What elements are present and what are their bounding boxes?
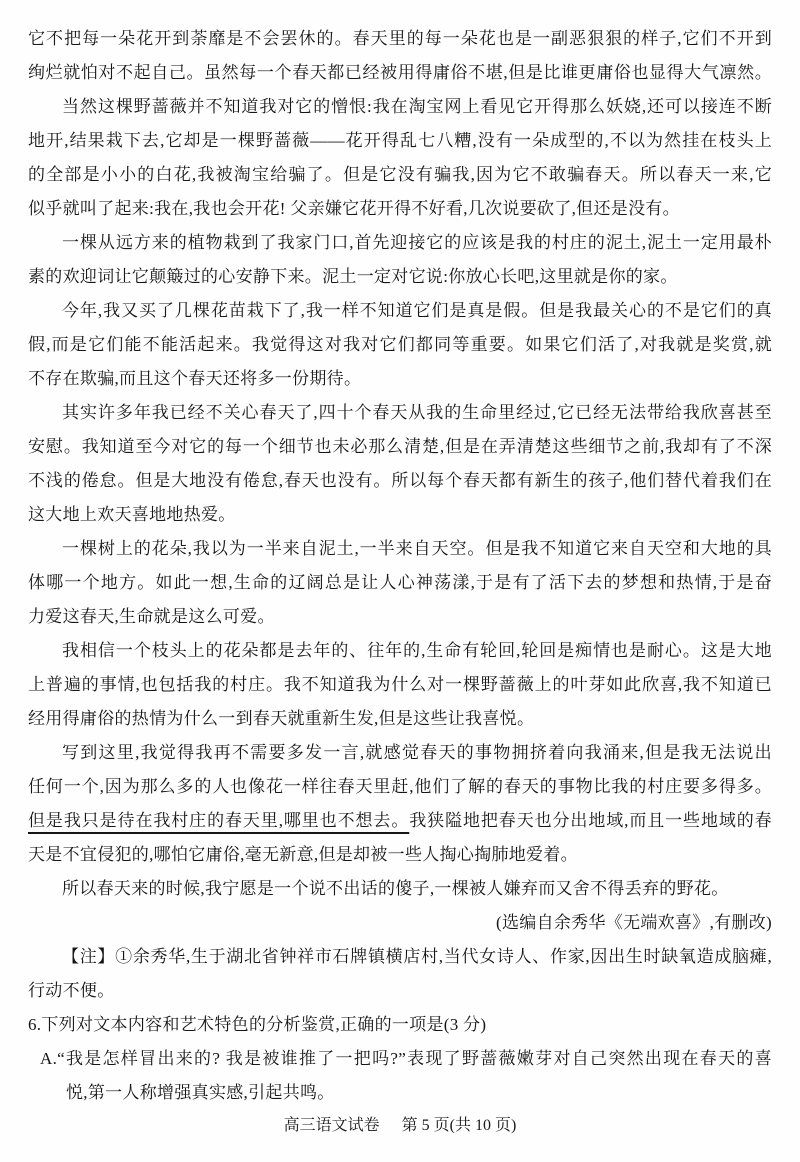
underlined-sentence: 但是我只是待在我村庄的春天里,哪里也不想去。 — [28, 811, 410, 830]
essay-line: 安慰。我知道至今对它的每一个细节也未必那么清楚,但是在弄清楚这些细节之前,我却有了不深 — [28, 437, 772, 456]
essay-line: 经用得庸俗的热情为什么一到春天就重新生发,但是这些让我喜悦。 — [28, 709, 535, 728]
essay-line: 写到这里,我觉得我再不需要多发一言,就感觉春天的事物拥挤着向我涌来,但是我无法说出 — [62, 743, 772, 762]
essay-line-rest: 我狭隘地把春天也分出地域,而且一些地域的春 — [409, 811, 772, 830]
option-a-line: A.“我是怎样冒出来的? 我是被谁推了一把吗?”表现了野蔷薇嫩芽对自己突然出现在春天的喜 — [40, 1049, 772, 1068]
page-footer — [28, 1113, 772, 1139]
footnote-line: 【注】①余秀华,生于湖北省钟祥市石牌镇横店村,当代女诗人、作家,因出生时缺氧造成脑瘫, — [62, 947, 772, 966]
footnote — [28, 940, 772, 1008]
essay-line: 上普遍的事情,也包括我的村庄。我不知道我为什么对一棵野蔷薇上的叶芽如此欣喜,我不知道已 — [28, 675, 772, 694]
essay-line: 不存在欺骗,而且这个春天还将多一份期待。 — [28, 369, 362, 388]
option-a-line: 悦,第一人称增强真实感,引起共鸣。 — [66, 1083, 335, 1102]
essay-line: 体哪一个地方。如此一想,生命的辽阔总是让人心神荡漾,于是有了活下去的梦想和热情,于是奋 — [28, 573, 772, 592]
essay-line: 其实许多年我已经不关心春天了,四十个春天从我的生命里经过,它已经无法带给我欣喜甚至 — [62, 403, 772, 422]
essay-line: 素的欢迎词让它颠簸过的心安静下来。泥土一定对它说:你放心长吧,这里就是你的家。 — [28, 267, 678, 286]
essay-line: 一棵从远方来的植物栽到了我家门口,首先迎接它的应该是我的村庄的泥土,泥土一定用最朴 — [62, 233, 772, 252]
essay-line: 假,而是它们能不能活起来。我觉得这对我对它们都同等重要。如果它们活了,对我就是奖赏,就 — [28, 335, 772, 354]
source-citation: (选编自余秀华《无端欢喜》,有删改) — [496, 913, 772, 932]
footer-page-number: 第 5 页(共 10 页) — [401, 1117, 517, 1134]
reading-passage — [28, 22, 772, 906]
essay-line: 天是不宜侵犯的,哪怕它庸俗,毫无新意,但是却被一些人掏心掏肺地爱着。 — [28, 845, 578, 864]
question-6-stem: 6.下列对文本内容和艺术特色的分析鉴赏,正确的一项是(3 分) — [28, 1015, 487, 1034]
essay-line: 任何一个,因为那么多的人也像花一样往春天里赶,他们了解的春天的事物比我的村庄要多得多。 — [28, 777, 772, 796]
essay-line: 似乎就叫了起来:我在,我也会开花! 父亲嫌它花开得不好看,几次说要砍了,但还是没有。 — [28, 199, 680, 218]
footer-exam-title: 高三语文试卷 — [283, 1117, 380, 1134]
essay-line: 绚烂就怕对不起自己。虽然每一个春天都已经被用得庸俗不堪,但是比谁更庸俗也显得大气凛然。 — [28, 63, 772, 82]
essay-line: 当然这棵野蔷薇并不知道我对它的憎恨:我在淘宝网上看见它开得那么妖娆,还可以接连不断 — [62, 97, 772, 116]
essay-line: 力爱这春天,生命就是这么可爱。 — [28, 607, 275, 626]
essay-line: 今年,我又买了几棵花苗栽下了,我一样不知道它们是真是假。但是我最关心的不是它们的真 — [62, 301, 772, 320]
essay-line: 它不把每一朵花开到荼靡是不会罢休的。春天里的每一朵花也是一副恶狠狠的样子,它们不开到 — [28, 29, 772, 48]
essay-line: 一棵树上的花朵,我以为一半来自泥土,一半来自天空。但是我不知道它来自天空和大地的具 — [62, 539, 772, 558]
essay-line: 的全部是小小的白花,我被淘宝给骗了。但是它没有骗我,因为它不敢骗春天。所以春天一来,它 — [28, 165, 772, 184]
question-6-option-a — [28, 1042, 772, 1110]
essay-line: 这大地上欢天喜地地热爱。 — [28, 505, 236, 524]
footnote-line: 行动不便。 — [28, 981, 115, 1000]
essay-line: 地开,结果栽下去,它却是一棵野蔷薇——花开得乱七八糟,没有一朵成型的,不以为然挂在枝头上 — [28, 131, 772, 150]
essay-line: 所以春天来的时候,我宁愿是一个说不出话的傻子,一棵被人嫌弃而又舍不得丢弃的野花。 — [62, 879, 729, 898]
essay-line: 我相信一个枝头上的花朵都是去年的、往年的,生命有轮回,轮回是痴情也是耐心。这是大地 — [62, 641, 772, 660]
essay-line: 不浅的倦怠。但是大地没有倦怠,春天也没有。所以每个春天都有新生的孩子,他们替代着我们在 — [28, 471, 772, 490]
essay-line-underlined — [28, 804, 772, 838]
